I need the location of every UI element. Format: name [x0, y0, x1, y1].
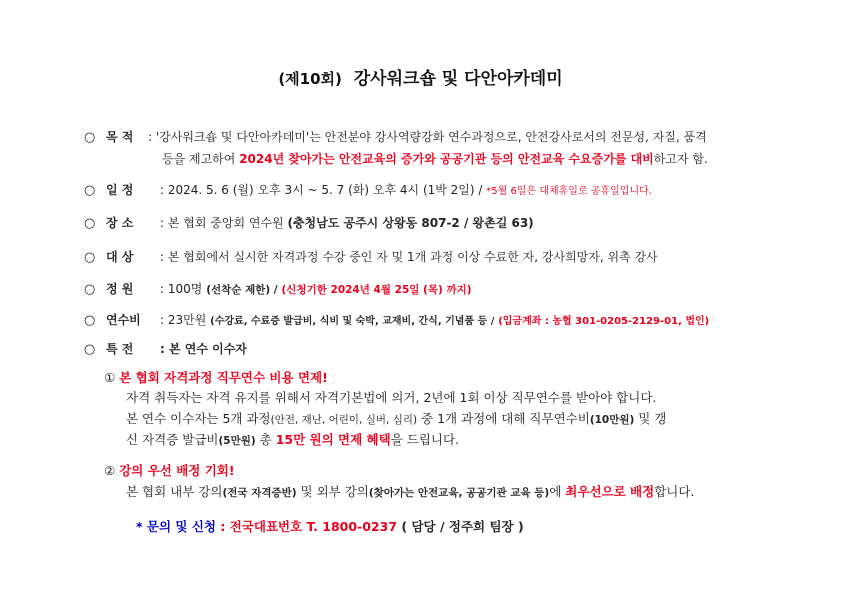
- contact-label: 문의 및 신청: [146, 519, 216, 534]
- bullet-circle: ○: [84, 250, 96, 265]
- contact-person: ( 담당 / 정주희 팀장 ): [401, 519, 524, 534]
- purpose-line2: 등을 제고하여 2024년 찾아가는 안전교육의 증가와 공공기관 등의 안전교육 수요증가를 대비하고자 함.: [162, 152, 708, 166]
- benefit-text: : 본 연수 이수자: [160, 342, 247, 356]
- place-address: (충청남도 공주시 상왕동 807-2 / 왕촌길 63): [287, 216, 534, 230]
- benefit-item1-title: ① 본 협회 자격과정 직무연수 비용 면제!: [104, 370, 328, 385]
- target-text: : 본 협회에서 실시한 자격과정 수강 중인 자 및 1개 과정 이상 수료한 자, 강사희망자, 위촉 강사: [160, 250, 658, 264]
- fee-includes: (수강료, 수료증 발급비, 식비 및 숙박, 교재비, 간식, 기념품 등 /: [210, 316, 495, 327]
- date-row: [84, 180, 652, 202]
- place-label: 장 소: [106, 216, 134, 230]
- purpose-row: [84, 127, 707, 148]
- title-prefix: (제10회): [278, 70, 342, 88]
- purpose-label: 목 적: [106, 130, 134, 144]
- date-label: 일 정: [106, 183, 134, 197]
- contact-star: *: [136, 519, 143, 534]
- bullet-circle: ○: [84, 216, 96, 231]
- target-row: [84, 247, 658, 268]
- contact-phone: 전국대표번호 T. 1800-0237: [229, 519, 398, 534]
- fee-text: : 23만원: [160, 313, 207, 327]
- benefit-row: [84, 339, 247, 360]
- benefit-label: 특 전: [106, 342, 134, 356]
- item1-number: ①: [104, 370, 116, 385]
- capacity-label: 정 원: [106, 282, 134, 296]
- benefit-item2-line1: 본 협회 내부 강의(전국 자격증반) 및 외부 강의(찾아가는 안전교육, 공공기관 교육 등)에 최우선으로 배정합니다.: [126, 484, 695, 499]
- fee-row: [84, 310, 709, 332]
- capacity-text: : 100명: [160, 282, 203, 296]
- purpose-highlight: 2024년 찾아가는 안전교육의 증가와 공공기관 등의 안전교육 수요증가를 대비: [239, 152, 654, 166]
- contact-line: * 문의 및 신청 : 전국대표번호 T. 1800-0237 ( 담당 / 정주희 팀장 ): [136, 519, 524, 534]
- item2-number: ②: [104, 463, 116, 478]
- capacity-row: [84, 279, 472, 300]
- benefit-item1-line3: 신 자격증 발급비(5만원) 총 15만 원의 면제 혜택을 드립니다.: [126, 432, 460, 447]
- place-text: : 본 협회 중앙회 연수원: [160, 216, 284, 230]
- benefit-item2-title: ② 강의 우선 배정 기회!: [104, 463, 235, 478]
- bullet-circle: ○: [84, 282, 96, 297]
- capacity-note: (선착순 제한) /: [206, 284, 278, 296]
- title-main: 강사워크숍 및 다안아카데미: [353, 69, 563, 89]
- purpose-line1: : '강사워크숍 및 다안아카데미'는 안전분야 강사역량강화 연수과정으로, 안전강사로서의 전문성, 자질, 품격: [148, 130, 707, 144]
- benefit-item1-line2: 본 연수 이수자는 5개 과정(안전, 재난, 어린이, 실버, 심리) 중 1개 과정에 대해 직무연수비(10만원) 및 갱: [126, 411, 667, 426]
- place-row: [84, 213, 534, 234]
- fee-account: (입금계좌 : 농협 301-0205-2129-01, 법인): [498, 316, 710, 327]
- bullet-circle: ○: [84, 313, 96, 328]
- bullet-circle: ○: [84, 342, 96, 357]
- date-text: : 2024. 5. 6 (월) 오후 3시 ~ 5. 7 (화) 오후 4시 (1박 2일) /: [160, 183, 483, 197]
- capacity-deadline: (신청기한 2024년 4월 25일 (목) 까지): [281, 284, 472, 296]
- date-note: *5월 6일은 대체휴일로 공휴일입니다.: [486, 186, 652, 197]
- fee-label: 연수비: [106, 313, 141, 327]
- benefit-item1-line1: 자격 취득자는 자격 유지를 위해서 자격기본법에 의거, 2년에 1회 이상 직무연수를 받아야 합니다.: [126, 390, 657, 405]
- target-label: 대 상: [106, 250, 134, 264]
- bullet-circle: ○: [84, 130, 96, 145]
- bullet-circle: ○: [84, 183, 96, 198]
- page-title: [0, 64, 841, 89]
